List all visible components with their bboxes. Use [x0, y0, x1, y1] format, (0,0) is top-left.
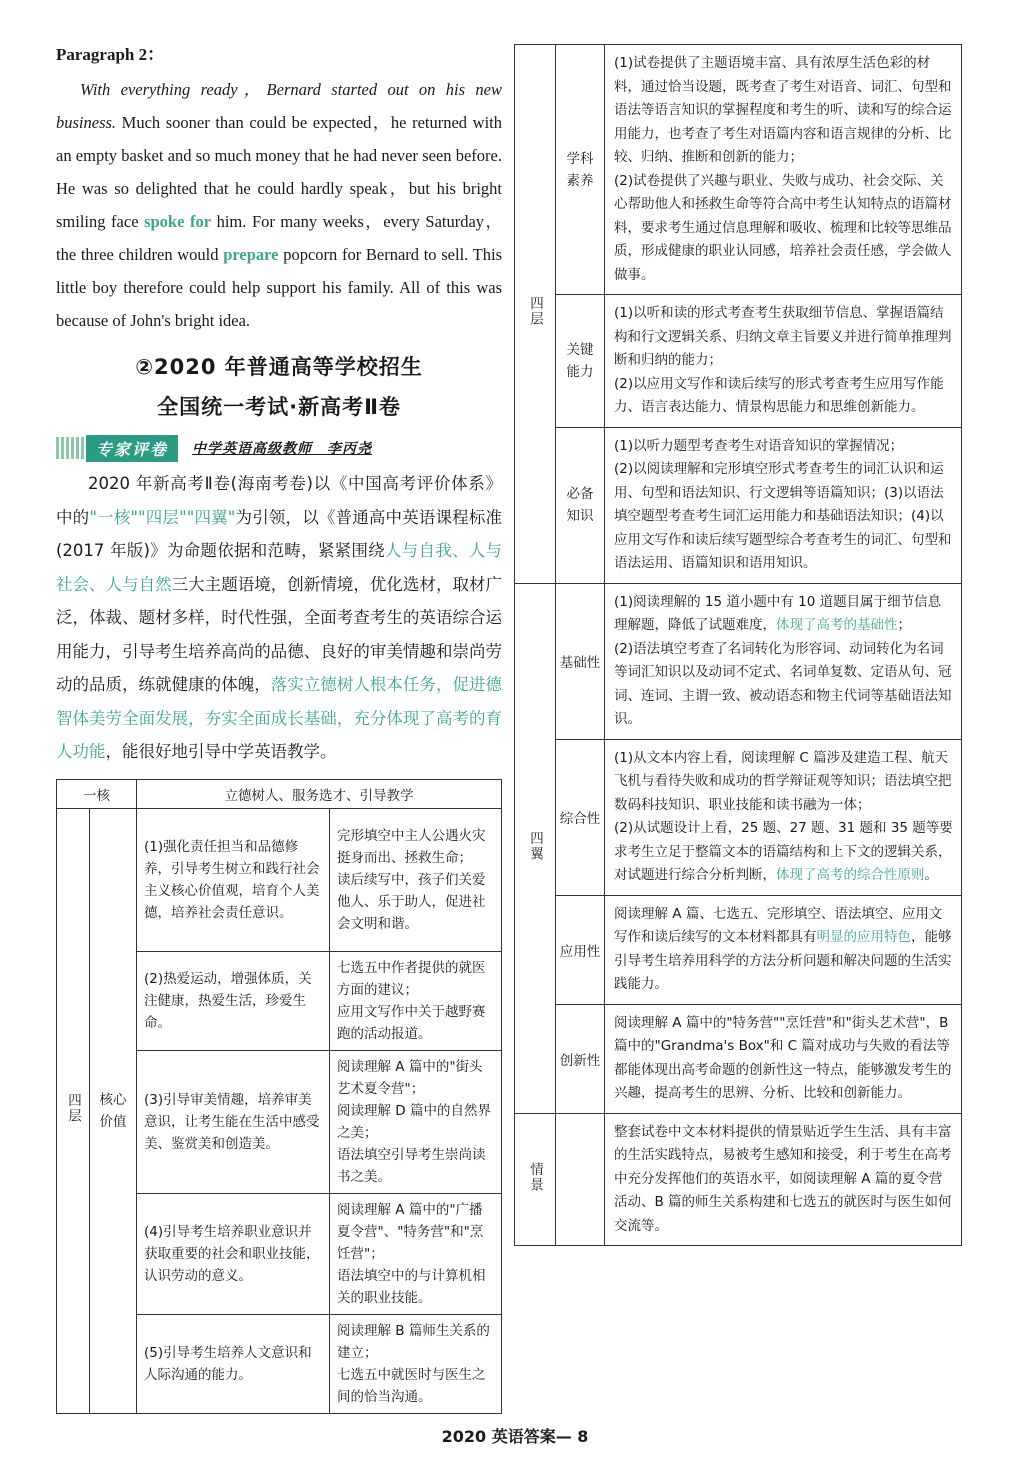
group-label-layers — [515, 45, 556, 584]
table-row — [515, 295, 962, 428]
row-content — [605, 739, 962, 895]
row-label — [556, 45, 605, 295]
row-content — [605, 583, 962, 739]
highlight-phrase: spoke for — [144, 212, 212, 231]
highlight-phrase: prepare — [223, 245, 279, 264]
row-label — [556, 583, 605, 739]
row-text: (1)以听和读的形式考查考生获取细节信息、掌握语篇结构和行文逻辑关系、归纳文章主旨要义并进行简单推理判断和归纳的能力； (2)以应用文写作和读后续写的形式考查考生应用写作能力、语言表达能力、情景构思能力和思维创新能力。 — [614, 305, 952, 415]
section-title-line1: ②2020 年普通高等学校招生 — [135, 355, 423, 379]
expert-author: 中学英语高级教师 李丙尧 — [192, 441, 373, 457]
row-label — [556, 895, 605, 1004]
row-content — [605, 1113, 962, 1246]
row-label-text: 创新性 — [559, 1052, 601, 1069]
goal-cell — [137, 951, 330, 1050]
paragraph-segment: Much sooner than could be expected，he returned with an empty basket and so much money that he had never seen before. He was so delighted that he could hardly speak，but his bright smiling face — [56, 113, 502, 231]
row-segment: ，能够引导考生培养用科学的方法分析问题和解决问题的生活实践能力。 — [614, 929, 952, 992]
example-text: 阅读理解 A 篇中的"街头艺术夏令营"； 阅读理解 D 篇中的自然界之美； 语法填空引导考生崇尚读书之美。 — [337, 1058, 491, 1185]
row-content — [605, 45, 962, 295]
row-label-text: 关键能力 — [566, 341, 594, 380]
left-column — [56, 40, 502, 1414]
row-highlight: 体现了高考的综合性原则 — [776, 867, 925, 883]
goal-cell — [137, 808, 330, 951]
group-label-text: 四层 — [65, 1093, 81, 1124]
paragraph-label: Paragraph 2： — [56, 45, 165, 64]
row-text: (1)试卷提供了主题语境丰富、具有浓厚生活色彩的材料，通过恰当设题，既考查了考生对语音、词汇、句型和语法等语言知识的掌握程度和考生的听、读和写的综合运用能力，也考查了考生对语篇内容和语言规律的分析、比较、归纳、推断和创新的能力； (2)试卷提供了兴趣与职业、失败与成功、社会交际、关心帮助他人和拯救生命等符合高中考生认知特点的语篇材料，要求考生通过信息理解和吸收、梳理和比较等思维品质，形成健康的职业认同感，培养社会责任感，学会做人做事。 — [614, 55, 952, 283]
row-segment: 阅读理解 A 篇、七选五、完形填空、语法填空、应用文写作和读后续写的文本材料都具有 — [614, 905, 943, 945]
row-text: 阅读理解 A 篇中的"特务营""烹饪营"和"街头艺术营"，B 篇中的"Grandma's Box"和 C 篇对成功与失败的看法等都能体现出高考命题的创新性这一特点，能够激发考生的兴趣，提高考生的思辨、分析、比较和创新能力。 — [614, 1014, 952, 1101]
goal-cell — [137, 1314, 330, 1413]
head-label: 一核 — [57, 779, 137, 808]
intro-segment: 为引领，以《普通高中英语课程标准(2017 年版)》为命题依据和范畴，紧紧围绕 — [56, 507, 503, 560]
stripes-decoration — [56, 437, 86, 459]
group-label — [57, 808, 90, 1413]
intro-segment: 三大主题语境，创新情境，优化选材，取材广泛，体裁、题材多样，时代性强，全面考查考生的英语综合运用能力，引导考生培养高尚的品德、良好的审美情趣和崇尚劳动的品质，练就健康的体魄， — [56, 574, 503, 694]
expert-badge: 专家评卷 — [86, 435, 178, 462]
table-row — [515, 739, 962, 895]
intro-highlight: 落实立德树人根本任务，促进德智体美劳全面发展，夯实全面成长基础，充分体现了高考的育人功能 — [56, 675, 503, 761]
row-text: (1)以听力题型考查考生对语音知识的掌握情况； (2)以阅读理解和完形填空形式考查考生的词汇认识和运用、句型和语法知识、行文逻辑等语篇知识；(3)以语法填空题型考查考生词汇运用能力和基础语法知识；(4)以应用文写作和读后续写题型综合考查考生的词汇、句型和语法运用、语篇知识和语用知识。 — [614, 437, 952, 571]
row-label-text: 学科素养 — [566, 150, 594, 189]
sub-label — [90, 808, 137, 1413]
group-label-wings — [515, 583, 556, 1113]
group-label-text: 四翼 — [527, 830, 543, 862]
core-value-table — [56, 779, 502, 1414]
section-title — [56, 347, 502, 427]
row-label-text: 综合性 — [559, 811, 601, 827]
example-text: 七选五中作者提供的就医方面的建议； 应用文写作中关于越野赛跑的活动报道。 — [337, 959, 486, 1042]
table-row — [515, 583, 962, 739]
row-text — [606, 897, 960, 1003]
example-cell — [330, 808, 502, 951]
table-head-row — [57, 779, 502, 808]
goal-cell — [137, 1193, 330, 1314]
table-row — [515, 427, 962, 583]
row-segment: 。 — [924, 867, 938, 883]
goal-text: (1)强化责任担当和品德修养，引导考生树立和践行社会主义核心价值观，培育个人美德，培养社会责任意识。 — [144, 838, 320, 921]
goal-text: (2)热爱运动，增强体质，关注健康，热爱生活，珍爱生命。 — [144, 970, 312, 1031]
row-label — [556, 739, 605, 895]
goal-text: (3)引导审美情趣，培养审美意识，让考生能在生活中感受美、鉴赏美和创造美。 — [144, 1091, 320, 1152]
right-column — [514, 44, 962, 1246]
section-title-line2: 全国统一考试·新高考Ⅱ卷 — [157, 395, 401, 419]
intro-highlight: 人与自我、人与社会、人与自然 — [56, 541, 502, 594]
row-highlight: 体现了高考的基础性 — [776, 617, 898, 633]
row-text — [606, 741, 960, 894]
group-label-context — [515, 1113, 556, 1246]
paragraph-segment: him. For many weeks，every Saturday，the three children would — [56, 212, 502, 264]
intro-segment: 2020 年新高考Ⅱ卷(海南考卷)以《中国高考评价体系》中的 — [56, 474, 502, 527]
page-footer: 2020 英语答案— 8 — [441, 1427, 589, 1446]
row-segment: (1)从文本内容上看，阅读理解 C 篇涉及建造工程、航天飞机与看待失败和成功的哲学辩证观等知识；语法填空把数码科技知识、职业技能和读书融为一体； (2)从试题设计上看，25 题、27 题、31 题和 35 题等要求考生立足于整篇文本的语篇结构和上下文的逻辑关系，对试题进行综合分析判断， — [614, 749, 953, 883]
table-row — [515, 1113, 962, 1246]
row-label — [556, 427, 605, 583]
group-label-text: 四层 — [527, 296, 543, 328]
table-row — [515, 1004, 962, 1113]
sub-label-text: 核心价值 — [99, 1091, 127, 1130]
intro-highlight: "一核""四层""四翼" — [89, 507, 236, 527]
head-value: 立德树人、服务选才、引导教学 — [137, 779, 502, 808]
paragraph-italic-start: With everything ready，Bernard started out on his new business. — [56, 80, 502, 132]
example-text: 完形填空中主人公遇火灾挺身而出、拯救生命； 读后续写中，孩子们关爱他人、乐于助人，促进社会文明和谐。 — [337, 827, 486, 932]
paragraph-text — [56, 73, 502, 337]
row-label-text: 基础性 — [559, 655, 601, 671]
table-row — [515, 45, 962, 295]
goal-text: (4)引导考生培养职业意识并获取重要的社会和职业技能，认识劳动的意义。 — [144, 1223, 320, 1284]
row-text: 整套试卷中文本材料提供的情景贴近学生生活、具有丰富的生活实践特点，易被考生感知和接受，利于考生在高考中充分发挥他们的英语水平，如阅读理解 A 篇的夏令营活动、B 篇的师生关系构建和七选五的就医时与医生如何交流等。 — [614, 1123, 952, 1234]
row-highlight: 明显的应用特色 — [816, 929, 911, 945]
row-content — [605, 1004, 962, 1113]
example-text: 阅读理解 A 篇中的"广播夏令营"、"特务营"和"烹饪营"； 语法填空中的与计算机相关的职业技能。 — [337, 1201, 486, 1306]
row-segment: ； (2)语法填空考查了名词转化为形容词、动词转化为名词等词汇知识以及动词不定式、名词单复数、定语从句、冠词、连词、主谓一致、被动语态和物主代词等基础语法知识。 — [614, 617, 952, 727]
table-row — [57, 808, 502, 951]
group-label-text: 情景 — [527, 1161, 543, 1193]
paragraph-segment: popcorn for Bernard to sell. This little boy therefore could help support his family. All of this was because of John's bright idea. — [56, 245, 502, 330]
goal-text: (5)引导考生培养人文意识和人际沟通的能力。 — [144, 1344, 312, 1383]
intro-segment: ，能很好地引导中学英语教学。 — [105, 742, 337, 761]
row-content — [605, 895, 962, 1004]
assessment-table — [514, 44, 962, 1246]
row-label — [556, 295, 605, 428]
row-label — [556, 1004, 605, 1113]
table-row — [515, 895, 962, 1004]
row-label-text: 应用性 — [559, 943, 601, 960]
expert-review-banner — [56, 433, 502, 463]
row-text — [606, 585, 960, 738]
row-segment: (1)阅读理解的 15 道小题中有 10 道题目属于细节信息理解题，降低了试题难度， — [614, 593, 942, 633]
example-cell — [330, 1314, 502, 1413]
example-cell — [330, 1193, 502, 1314]
intro-text — [56, 467, 502, 769]
example-text: 阅读理解 B 篇师生关系的建立； 七选五中就医时与医生之间的恰当沟通。 — [337, 1322, 490, 1405]
example-cell — [330, 1050, 502, 1193]
row-content — [605, 427, 962, 583]
example-cell — [330, 951, 502, 1050]
row-content — [605, 295, 962, 428]
row-label-empty — [556, 1113, 605, 1246]
goal-cell — [137, 1050, 330, 1193]
row-label-text: 必备知识 — [566, 486, 594, 524]
